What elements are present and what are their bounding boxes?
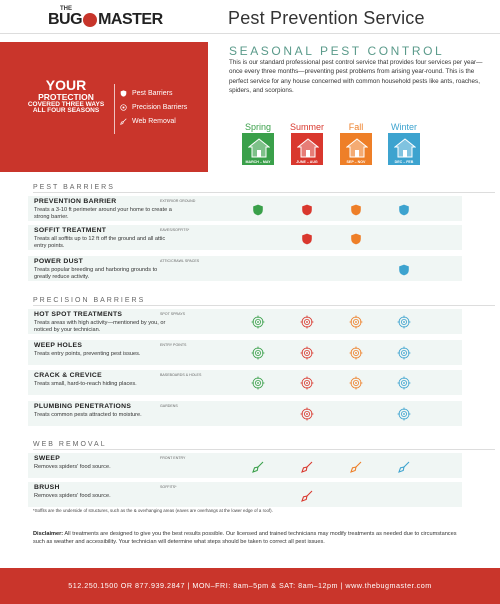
target-icon (120, 104, 127, 111)
category-heading-precision-barriers: PRECISION BARRIERS (33, 297, 146, 304)
target-icon (300, 376, 314, 395)
broom-icon (301, 489, 313, 507)
treatment-description: Treats all soffits up to 12 ft off the ground and all attic entry points. (34, 236, 166, 249)
table-row (28, 309, 462, 334)
treatment-area: SPOT SPRAYS (160, 312, 186, 316)
target-icon (300, 346, 314, 365)
category-rule (33, 305, 495, 306)
season-name: Fall (348, 122, 364, 132)
disclaimer: Disclaimer: All treatments are designed to give you the best results possible. Our licensed and trained technicians may modify treatments as needed due to circumstances such as weather and accessibility. Your technician will determine what steps should be taken to correct all pest issues. (33, 531, 457, 545)
target-icon (397, 376, 411, 395)
table-row (28, 256, 462, 281)
category-heading-pest-barriers: PEST BARRIERS (33, 184, 115, 191)
treatment-title: SOFFIT TREATMENT (34, 227, 107, 234)
promo-panel (0, 42, 208, 172)
season-spring (234, 122, 282, 166)
section-heading-seasonal: SEASONAL PEST CONTROL (229, 44, 445, 58)
season-name: Winter (390, 122, 417, 132)
season-name: Spring (244, 122, 271, 132)
logo-the: THE (60, 6, 72, 12)
treatment-area: FRONT ENTRY (160, 456, 186, 460)
target-icon (349, 315, 363, 334)
treatment-description: Treats entry points, preventing pest issues. (34, 351, 141, 357)
table-row (28, 225, 462, 250)
table-row (28, 340, 462, 365)
treatment-area: BASEBOARDS & HOLES (160, 373, 202, 377)
target-icon (251, 346, 265, 365)
house-icon (339, 132, 373, 166)
logo-wordmark: BUG MASTER (48, 11, 163, 28)
target-icon (397, 346, 411, 365)
service-item-pest-barriers: Pest Barriers (120, 86, 187, 100)
treatment-description: Treats small, hard-to-reach hiding places. (34, 381, 137, 387)
panel-divider (114, 84, 115, 134)
service-list (120, 86, 187, 128)
treatment-title: WEEP HOLES (34, 342, 83, 349)
shield-icon (398, 263, 410, 281)
season-months: JUNE – AUG (296, 160, 318, 164)
target-icon (251, 376, 265, 395)
treatment-description: Treats popular breeding and harboring grounds to greatly reduce activity. (34, 267, 158, 280)
table-row (28, 453, 462, 478)
shield-icon (252, 203, 264, 221)
target-icon (349, 346, 363, 365)
shield-icon (350, 203, 362, 221)
broom-icon (252, 460, 264, 478)
target-icon (397, 315, 411, 334)
season-months: SEP – NOV (346, 160, 366, 164)
service-item-precision-barriers: Precision Barriers (120, 100, 187, 114)
bug-logo-icon (83, 13, 97, 27)
page-title: Pest Prevention Service (228, 8, 425, 28)
treatment-area: ENTRY POINTS (160, 343, 187, 347)
season-months: MARCH – MAY (245, 160, 271, 164)
target-icon (349, 376, 363, 395)
service-item-web-removal: Web Removal (120, 114, 187, 128)
treatment-area: GARDENS (160, 404, 178, 408)
target-icon (300, 407, 314, 426)
table-row (28, 482, 462, 507)
category-rule (33, 192, 495, 193)
season-winter (380, 122, 428, 166)
shield-icon (301, 232, 313, 250)
category-rule (33, 449, 495, 450)
broom-icon (301, 460, 313, 478)
treatment-description: Treats common pests attracted to moisture. (34, 412, 142, 418)
treatment-description: Treats a 3-10 ft perimeter around your home to create a strong barrier. (34, 207, 172, 220)
treatment-description: Treats areas with high activity—mentioned by you, or noticed by your technician. (34, 320, 166, 333)
treatment-title: PLUMBING PENETRATIONS (34, 403, 132, 410)
table-row (28, 401, 462, 426)
season-months: DEC – FEB (394, 160, 414, 164)
target-icon (397, 407, 411, 426)
treatment-title: PREVENTION BARRIER (34, 198, 117, 205)
shield-icon (350, 232, 362, 250)
season-name: Summer (289, 122, 324, 132)
table-row (28, 370, 462, 395)
shield-icon (301, 203, 313, 221)
target-icon (300, 315, 314, 334)
treatment-description: Removes spiders' food source. (34, 493, 111, 499)
treatment-title: SWEEP (34, 455, 61, 462)
contact-bar: 512.250.1500 OR 877.939.2847 | MON–FRI: 8am–5pm & SAT: 8am–12pm | www.thebugmaster.com (0, 568, 500, 604)
target-icon (251, 315, 265, 334)
treatment-area: EXTERIOR GROUND (160, 199, 196, 203)
treatment-area: EAVES/SOFFITS* (160, 228, 190, 232)
header (0, 0, 500, 34)
house-icon (241, 132, 275, 166)
soffit-footnote: *Soffits are the underside of structures, such as the & overhanging areas (eaves are overhangs at the lower edge of a roof). (33, 508, 273, 513)
treatment-title: BRUSH (34, 484, 60, 491)
treatment-title: POWER DUST (34, 258, 84, 265)
treatment-area: ATTIC/CRAWL SPACES (160, 259, 200, 263)
season-fall (332, 122, 380, 166)
intro-paragraph: This is our standard professional pest control service that provides four services per year—once every three months—preventing pest problems from arising year-round. This is the perfect service for any house concerned with common household pests like ants, roaches, spiders, and scorpions. (229, 59, 483, 95)
broom-icon (120, 118, 127, 125)
house-icon (387, 132, 421, 166)
treatment-description: Removes spiders' food source. (34, 464, 111, 470)
treatment-title: CRACK & CREVICE (34, 372, 102, 379)
table-row (28, 196, 462, 221)
broom-icon (350, 460, 362, 478)
treatment-title: HOT SPOT TREATMENTS (34, 311, 123, 318)
house-icon (290, 132, 324, 166)
category-heading-web-removal: WEB REMOVAL (33, 441, 107, 448)
slogan: YOUR PROTECTION COVERED THREE WAYS ALL FOUR SEASONS (27, 77, 105, 115)
shield-icon (398, 203, 410, 221)
bug-master-logo[interactable] (48, 4, 163, 30)
treatment-area: SOFFITS* (160, 485, 177, 489)
season-summer (283, 122, 331, 166)
shield-icon (120, 90, 127, 97)
broom-icon (398, 460, 410, 478)
